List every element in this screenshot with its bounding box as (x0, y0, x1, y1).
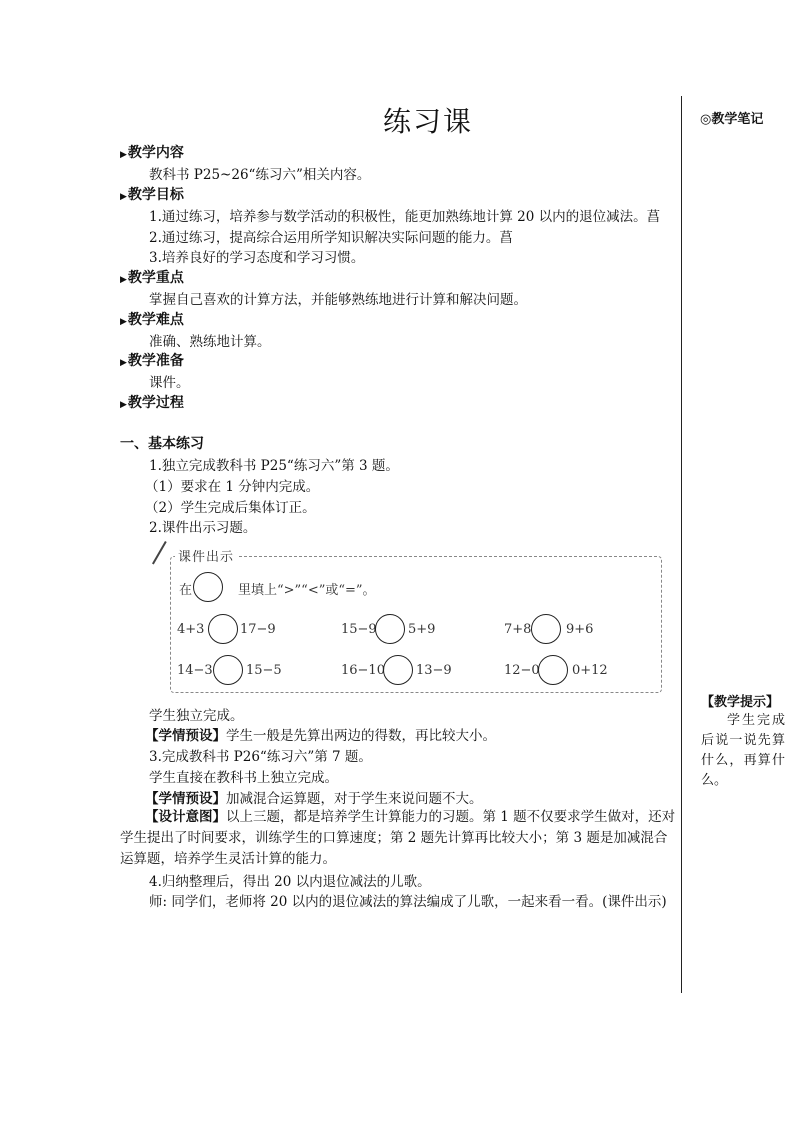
compare-blank-circle[interactable] (538, 655, 568, 685)
section-heading-difficulty: ▶教学难点 (120, 312, 184, 328)
expr-left: 4+3 (177, 622, 205, 637)
triangle-icon: ▶ (120, 358, 127, 368)
compare-blank-circle[interactable] (531, 614, 561, 644)
section-heading-goals: ▶教学目标 (120, 187, 184, 203)
hint-title: 【教学提示】 (701, 695, 780, 710)
goal-item: 2.通过练习，提高综合运用所学知识解决实际问题的能力。菖 (149, 230, 513, 246)
after-line: 师: 同学们，老师将 20 以内的退位减法的算法编成了儿歌，一起来看一看。(课件出示) (149, 894, 667, 910)
compare-blank-circle[interactable] (383, 655, 413, 685)
expr-left: 15−9 (341, 622, 377, 637)
expr-left: 12−0 (504, 663, 540, 678)
part1-line: 1.独立完成教科书 P25“练习六”第 3 题。 (149, 458, 399, 474)
learning-preset: 【学情预设】学生一般是先算出两边的得数，再比较大小。 (145, 728, 496, 744)
learning-preset: 【学情预设】加减混合运算题，对于学生来说问题不大。 (145, 791, 483, 807)
content-text: 教科书 P25~26“练习六”相关内容。 (149, 167, 371, 183)
hint-text: 学生完成后说一说先算什么，再算什么。 (701, 713, 785, 788)
triangle-icon: ▶ (120, 400, 127, 410)
difficulty-text: 准确、熟练地计算。 (149, 334, 271, 350)
triangle-icon: ▶ (120, 317, 127, 327)
part1-line: （1）要求在 1 分钟内完成。 (145, 479, 320, 495)
courseware-corner-mark (152, 541, 167, 565)
instruction-prefix: 在 (179, 583, 193, 598)
expr-right: 9+6 (566, 622, 594, 637)
compare-blank-circle[interactable] (208, 614, 238, 644)
prep-text: 课件。 (149, 375, 190, 391)
expr-right: 17−9 (240, 622, 276, 637)
expr-right: 5+9 (408, 622, 436, 637)
tag-label: 【学情预设】 (145, 791, 226, 807)
section-heading-prep: ▶教学准备 (120, 353, 184, 369)
page-title: 练习课 (382, 105, 473, 138)
side-note-title: ◎教学笔记 (700, 112, 764, 127)
after-line: 4.归纳整理后，得出 20 以内退位减法的儿歌。 (149, 874, 431, 890)
expr-right: 13−9 (416, 663, 452, 678)
triangle-icon: ▶ (120, 192, 127, 202)
expr-right: 0+12 (572, 663, 608, 678)
instruction-suffix: 里填上“>”“<”或“=”。 (238, 583, 376, 598)
goal-item: 3.培养良好的学习态度和学习习惯。 (149, 250, 365, 266)
after-line: 学生独立完成。 (149, 708, 244, 724)
blank-circle[interactable] (193, 572, 223, 602)
part1-line: （2）学生完成后集体订正。 (145, 500, 316, 516)
expr-left: 16−10 (341, 663, 385, 678)
section-heading-content: ▶教学内容 (120, 145, 184, 161)
compare-blank-circle[interactable] (213, 655, 243, 685)
section-heading-process: ▶教学过程 (120, 395, 184, 411)
expr-left: 7+8 (504, 622, 532, 637)
design-intent: 【设计意图】以上三题，都是培养学生计算能力的习题。第 1 题不仅要求学生做对，还对学生提出了时间要求，训练学生的口算速度；第 2 题先计算再比较大小；第 3 题是加减混合运算题，培养学生灵活计算的能力。 (120, 809, 676, 867)
section-heading-key: ▶教学重点 (120, 270, 184, 286)
compare-blank-circle[interactable] (375, 614, 405, 644)
after-line: 学生直接在教科书上独立完成。 (149, 770, 338, 786)
goal-item: 1.通过练习，培养参与数学活动的积极性，能更加熟练地计算 20 以内的退位减法。菖 (149, 209, 661, 225)
key-text: 掌握自己喜欢的计算方法，并能够熟练地进行计算和解决问题。 (149, 292, 527, 308)
courseware-label: 课件出示 (175, 546, 237, 565)
expr-right: 15−5 (246, 663, 282, 678)
after-line: 3.完成教科书 P26“练习六”第 7 题。 (149, 749, 372, 765)
tag-label: 【学情预设】 (145, 728, 226, 744)
triangle-icon: ▶ (120, 150, 127, 160)
part1-line: 2.课件出示习题。 (149, 520, 257, 536)
part1-heading: 一、基本练习 (120, 436, 204, 452)
expr-left: 14−3 (177, 663, 213, 678)
margin-divider (681, 96, 682, 993)
tag-label: 【设计意图】 (145, 809, 226, 825)
triangle-icon: ▶ (120, 275, 127, 285)
